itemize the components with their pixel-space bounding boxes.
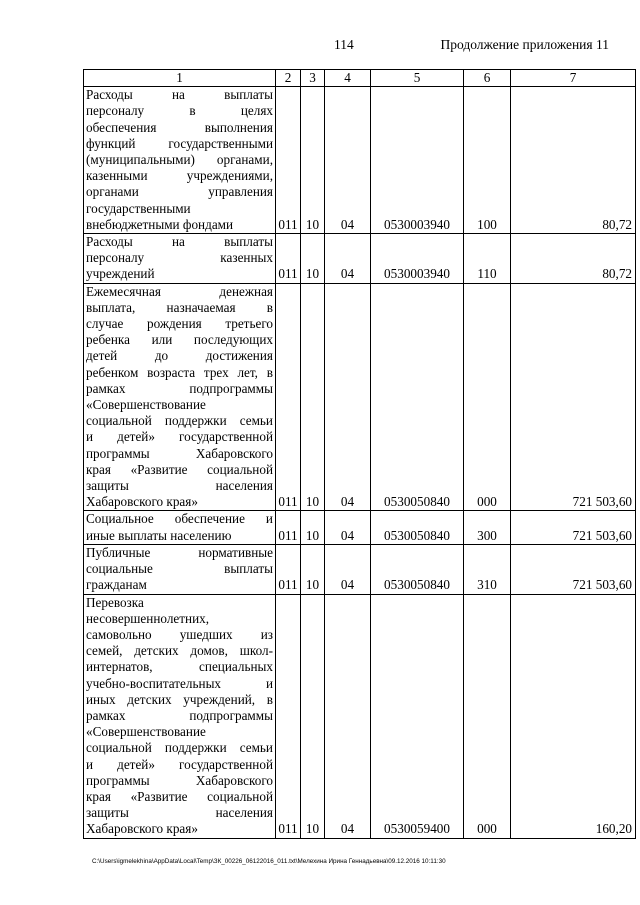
description-line: ребенком возраста трех лет, в [86, 364, 273, 380]
target-article-cell: 0530050840 [371, 511, 464, 544]
section-cell: 10 [301, 511, 325, 544]
description-line: персоналу казенных [86, 250, 273, 266]
section-cell: 10 [301, 594, 325, 838]
description-line: интернатов, специальных [86, 659, 273, 675]
description-line: социальные выплаты [86, 561, 273, 577]
description-line: края «Развитие социальной [86, 461, 273, 477]
table-header-row [84, 70, 636, 87]
column-header: 6 [464, 70, 511, 87]
column-header: 4 [325, 70, 371, 87]
table-row [84, 87, 636, 234]
description-line: обеспечения выполнения [86, 119, 273, 135]
amount-cell: 721 503,60 [511, 544, 636, 594]
amount-cell: 721 503,60 [511, 511, 636, 544]
description-line: выплата, назначаемая в [86, 299, 273, 315]
amount-cell: 80,72 [511, 87, 636, 234]
description-line: Публичные нормативные [86, 544, 273, 560]
row-description [84, 544, 276, 594]
expense-type-cell: 100 [464, 87, 511, 234]
description-line: Перевозка [86, 594, 144, 610]
section-cell: 10 [301, 544, 325, 594]
row-description [84, 234, 276, 284]
description-line: защиты населения [86, 478, 273, 494]
description-line: несовершеннолетних, [86, 610, 210, 626]
description-line: и детей» государственной [86, 429, 273, 445]
target-article-cell: 0530003940 [371, 234, 464, 284]
table-row [84, 594, 636, 838]
description-line: государственными [86, 200, 191, 216]
appendix-continuation-title: Продолжение приложения 11 [440, 37, 609, 52]
description-line: Ежемесячная денежная [86, 283, 273, 299]
table-row [84, 544, 636, 594]
description-line: случае рождения третьего [86, 316, 273, 332]
row-description [84, 511, 276, 544]
subsection-cell: 04 [325, 234, 371, 284]
target-article-cell: 0530059400 [371, 594, 464, 838]
amount-cell: 80,72 [511, 234, 636, 284]
description-line: казенными учреждениями, [86, 168, 273, 184]
admin-code-cell: 011 [276, 544, 301, 594]
description-line: Социальное обеспечение и [86, 511, 273, 527]
section-cell: 10 [301, 283, 325, 511]
expense-type-cell: 300 [464, 511, 511, 544]
description-line: защиты населения [86, 805, 273, 821]
description-line: ребенка или последующих [86, 332, 273, 348]
description-line: внебюджетными фондами [86, 216, 234, 232]
description-line: Хабаровского края» [86, 494, 198, 510]
description-line: социальной поддержки семьи [86, 413, 273, 429]
target-article-cell: 0530050840 [371, 283, 464, 511]
description-line: функций государственными [86, 135, 273, 151]
budget-table [83, 69, 636, 839]
description-line: «Совершенствование [86, 724, 206, 740]
description-line: семей, детских домов, школ- [86, 643, 273, 659]
description-line: Расходы на выплаты [86, 234, 273, 250]
expense-type-cell: 310 [464, 544, 511, 594]
description-line: органами управления [86, 184, 273, 200]
section-cell: 10 [301, 87, 325, 234]
admin-code-cell: 011 [276, 283, 301, 511]
description-line: рамках подпрограммы [86, 380, 273, 396]
admin-code-cell: 011 [276, 511, 301, 544]
subsection-cell: 04 [325, 594, 371, 838]
description-line: персоналу в целях [86, 103, 273, 119]
description-line: учреждений [86, 266, 155, 282]
page-number: 114 [334, 37, 354, 52]
description-line: рамках подпрограммы [86, 707, 273, 723]
expense-type-cell: 110 [464, 234, 511, 284]
description-line: детей до достижения [86, 348, 273, 364]
description-line: Расходы на выплаты [86, 87, 273, 103]
description-line: гражданам [86, 577, 147, 593]
description-line: иные выплаты населению [86, 527, 232, 543]
admin-code-cell: 011 [276, 87, 301, 234]
description-line: Хабаровского края» [86, 821, 198, 837]
table-row [84, 511, 636, 544]
target-article-cell: 0530003940 [371, 87, 464, 234]
section-cell: 10 [301, 234, 325, 284]
expense-type-cell: 000 [464, 594, 511, 838]
description-line: «Совершенствование [86, 397, 206, 413]
column-header: 7 [511, 70, 636, 87]
description-line: иных детских учреждений, в [86, 691, 273, 707]
description-line: программы Хабаровского [86, 772, 273, 788]
description-line: края «Развитие социальной [86, 788, 273, 804]
description-line: социальной поддержки семьи [86, 740, 273, 756]
subsection-cell: 04 [325, 544, 371, 594]
column-header: 3 [301, 70, 325, 87]
row-description [84, 283, 276, 511]
subsection-cell: 04 [325, 511, 371, 544]
row-description [84, 594, 276, 838]
admin-code-cell: 011 [276, 594, 301, 838]
amount-cell: 160,20 [511, 594, 636, 838]
row-description [84, 87, 276, 234]
description-line: учебно-воспитательных и [86, 675, 273, 691]
subsection-cell: 04 [325, 283, 371, 511]
description-line: самовольно ушедших из [86, 626, 273, 642]
file-path-footer: C:\Users\igmelekhina\AppData\Local\Temp\ЗК_00226_06122016_011.txt\Мелехина Ирина Геннадьевна\09.12.2016 10:11:30 [92, 858, 446, 865]
table-row [84, 234, 636, 284]
column-header: 5 [371, 70, 464, 87]
description-line: и детей» государственной [86, 756, 273, 772]
description-line: (муниципальными) органами, [86, 152, 273, 168]
target-article-cell: 0530050840 [371, 544, 464, 594]
column-header: 1 [84, 70, 276, 87]
admin-code-cell: 011 [276, 234, 301, 284]
subsection-cell: 04 [325, 87, 371, 234]
expense-type-cell: 000 [464, 283, 511, 511]
description-line: программы Хабаровского [86, 445, 273, 461]
amount-cell: 721 503,60 [511, 283, 636, 511]
column-header: 2 [276, 70, 301, 87]
table-row [84, 283, 636, 511]
